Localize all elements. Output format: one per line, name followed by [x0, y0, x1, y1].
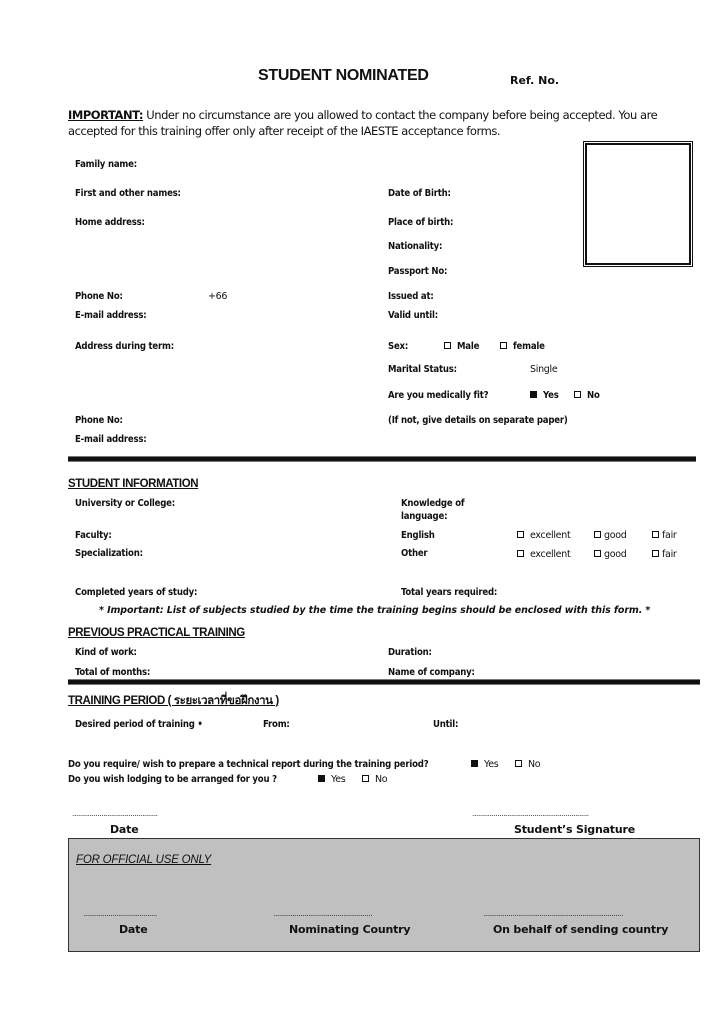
valid-until-label: Valid until: — [388, 310, 438, 321]
email2-label: E-mail address: — [75, 434, 147, 445]
medical-yes-option[interactable] — [530, 390, 559, 401]
sending-country-line[interactable]: ........................................................................ — [483, 909, 623, 918]
lodging-no-label: No — [375, 774, 388, 785]
medical-no-checkbox[interactable] — [574, 391, 581, 398]
medical-no-label: No — [587, 390, 600, 401]
student-signature-label: Student’s Signature — [514, 823, 635, 836]
kind-of-work-label: Kind of work: — [75, 647, 137, 658]
sex-label: Sex: — [388, 341, 409, 352]
language-english-label: English — [401, 530, 435, 541]
english-good-option[interactable] — [594, 530, 627, 541]
place-of-birth-label: Place of birth: — [388, 217, 454, 228]
total-months-label: Total of months: — [75, 667, 151, 678]
female-label: female — [513, 341, 545, 352]
english-excellent-option[interactable] — [517, 530, 570, 541]
until-label: Until: — [433, 719, 459, 730]
other-good-checkbox[interactable] — [594, 550, 601, 557]
faculty-label: Faculty: — [75, 530, 112, 541]
medical-fit-label: Are you medically fit? — [388, 390, 489, 401]
desired-period-label: Desired period of training • — [75, 719, 203, 730]
official-date-line[interactable]: ...................................... — [83, 909, 157, 918]
other-fair-label: fair — [662, 549, 677, 560]
male-checkbox[interactable] — [444, 342, 451, 349]
home-address-label: Home address: — [75, 217, 145, 228]
passport-label: Passport No: — [388, 266, 448, 277]
important-text: Under no circumstance are you allowed to contact the company before being accepted. You are accepted for this training offer only after receipt of the IAESTE acceptance forms. — [68, 108, 658, 138]
section-divider-2 — [68, 679, 700, 685]
company-name-label: Name of company: — [388, 667, 475, 678]
report-no-option[interactable] — [515, 759, 540, 770]
training-period-heading: TRAINING PERIOD ( ระยะเวลาที่ขอฝึกงาน ) — [68, 695, 279, 707]
date-of-birth-label: Date of Birth: — [388, 188, 451, 199]
address-term-label: Address during term: — [75, 341, 174, 352]
official-use-box — [68, 838, 700, 952]
medical-no-option[interactable] — [574, 390, 600, 401]
lodging-yes-label: Yes — [331, 774, 346, 785]
ref-number-label: Ref. No. — [510, 74, 560, 87]
english-excellent-checkbox[interactable] — [517, 531, 524, 538]
university-label: University or College: — [75, 498, 175, 509]
report-yes-option[interactable] — [471, 759, 498, 770]
knowledge-label-line1: Knowledge of — [401, 498, 465, 509]
nationality-label: Nationality: — [388, 241, 443, 252]
marital-status-value[interactable]: Single — [530, 364, 558, 375]
issued-at-label: Issued at: — [388, 291, 434, 302]
official-date-label: Date — [119, 923, 148, 936]
report-yes-label: Yes — [484, 759, 499, 770]
sending-country-label: On behalf of sending country — [493, 923, 669, 936]
lodging-question: Do you wish lodging to be arranged for you ? — [68, 774, 277, 785]
report-yes-checkbox[interactable] — [471, 760, 478, 767]
other-good-label: good — [604, 549, 627, 560]
phone-label: Phone No: — [75, 291, 123, 302]
other-fair-checkbox[interactable] — [652, 550, 659, 557]
date-signature-line[interactable]: ............................................ — [72, 809, 158, 818]
completed-years-label: Completed years of study: — [75, 587, 198, 598]
lodging-yes-option[interactable] — [318, 774, 345, 785]
previous-training-heading: PREVIOUS PRACTICAL TRAINING — [68, 627, 245, 639]
phone-value[interactable]: +66 — [208, 291, 228, 302]
form-title: STUDENT NOMINATED — [258, 67, 429, 84]
student-info-heading: STUDENT INFORMATION — [68, 478, 199, 490]
male-label: Male — [457, 341, 480, 352]
report-question: Do you require/ wish to prepare a technical report during the training period? — [68, 759, 429, 770]
other-excellent-option[interactable] — [517, 549, 570, 560]
phone2-label: Phone No: — [75, 415, 123, 426]
photo-box[interactable] — [583, 141, 693, 267]
english-good-checkbox[interactable] — [594, 531, 601, 538]
english-fair-option[interactable] — [652, 530, 677, 541]
medical-note: (If not, give details on separate paper) — [388, 415, 568, 426]
specialization-label: Specialization: — [75, 548, 143, 559]
student-signature-line[interactable]: ............................................................ — [472, 809, 589, 818]
lodging-no-option[interactable] — [362, 774, 387, 785]
report-no-checkbox[interactable] — [515, 760, 522, 767]
from-label: From: — [263, 719, 290, 730]
nominating-country-label: Nominating Country — [289, 923, 411, 936]
english-good-label: good — [604, 530, 627, 541]
other-excellent-checkbox[interactable] — [517, 550, 524, 557]
subjects-note: * Important: List of subjects studied by the time the training begins should be enclosed with this form. * — [99, 605, 651, 616]
email-label: E-mail address: — [75, 310, 147, 321]
language-other-label: Other — [401, 548, 428, 559]
lodging-no-checkbox[interactable] — [362, 775, 369, 782]
total-years-label: Total years required: — [401, 587, 498, 598]
english-excellent-label: excellent — [530, 530, 571, 541]
date-label: Date — [110, 823, 139, 836]
knowledge-label-line2: language: — [401, 511, 448, 522]
duration-label: Duration: — [388, 647, 432, 658]
first-names-label: First and other names: — [75, 188, 181, 199]
lodging-yes-checkbox[interactable] — [318, 775, 325, 782]
nominating-country-line[interactable]: ................................................... — [273, 909, 373, 918]
sex-female-option[interactable] — [500, 341, 545, 352]
other-excellent-label: excellent — [530, 549, 571, 560]
family-name-label: Family name: — [75, 159, 137, 170]
female-checkbox[interactable] — [500, 342, 507, 349]
important-notice — [68, 107, 668, 139]
medical-yes-checkbox[interactable] — [530, 391, 537, 398]
english-fair-checkbox[interactable] — [652, 531, 659, 538]
sex-male-option[interactable] — [444, 341, 479, 352]
other-fair-option[interactable] — [652, 549, 677, 560]
report-no-label: No — [528, 759, 541, 770]
section-divider — [68, 456, 696, 462]
official-use-title: FOR OFFICIAL USE ONLY — [76, 854, 212, 866]
english-fair-label: fair — [662, 530, 677, 541]
medical-yes-label: Yes — [543, 390, 559, 401]
marital-status-label: Marital Status: — [388, 364, 457, 375]
important-label: IMPORTANT: — [68, 108, 144, 122]
other-good-option[interactable] — [594, 549, 627, 560]
